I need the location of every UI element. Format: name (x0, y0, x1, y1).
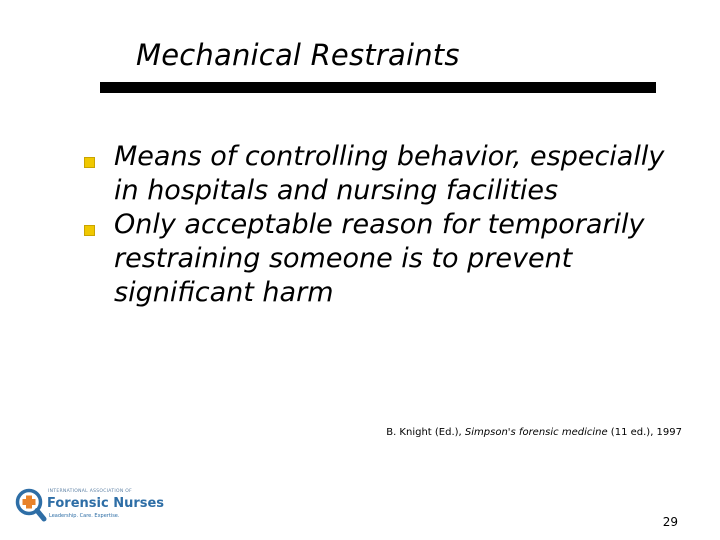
square-bullet-icon (84, 225, 95, 236)
bullet-text: Only acceptable reason for temporarily restraining someone is to prevent significant harm (114, 209, 645, 308)
slide-title: Mechanical Restraints (136, 38, 460, 72)
citation-prefix: B. Knight (Ed.), (386, 427, 465, 438)
logo-org-line: INTERNATIONAL ASSOCIATION OF (48, 489, 132, 494)
title-underline (100, 82, 656, 93)
iafn-logo (14, 486, 165, 526)
citation (386, 427, 682, 438)
citation-suffix: (11 ed.), 1997 (607, 427, 682, 438)
bullet-item (84, 140, 684, 208)
magnifier-cross-icon (14, 486, 48, 526)
citation-book-title: Simpson's forensic medicine (464, 427, 608, 438)
square-bullet-icon (84, 157, 95, 168)
bullet-item (84, 208, 684, 310)
page-number: 29 (662, 515, 678, 529)
logo-tagline: Leadership. Care. Expertise. (49, 513, 120, 519)
logo-name: Forensic Nurses (47, 496, 165, 511)
bullet-text: Means of controlling behavior, especially in hospitals and nursing facilities (114, 141, 665, 206)
bullet-list (84, 140, 684, 310)
